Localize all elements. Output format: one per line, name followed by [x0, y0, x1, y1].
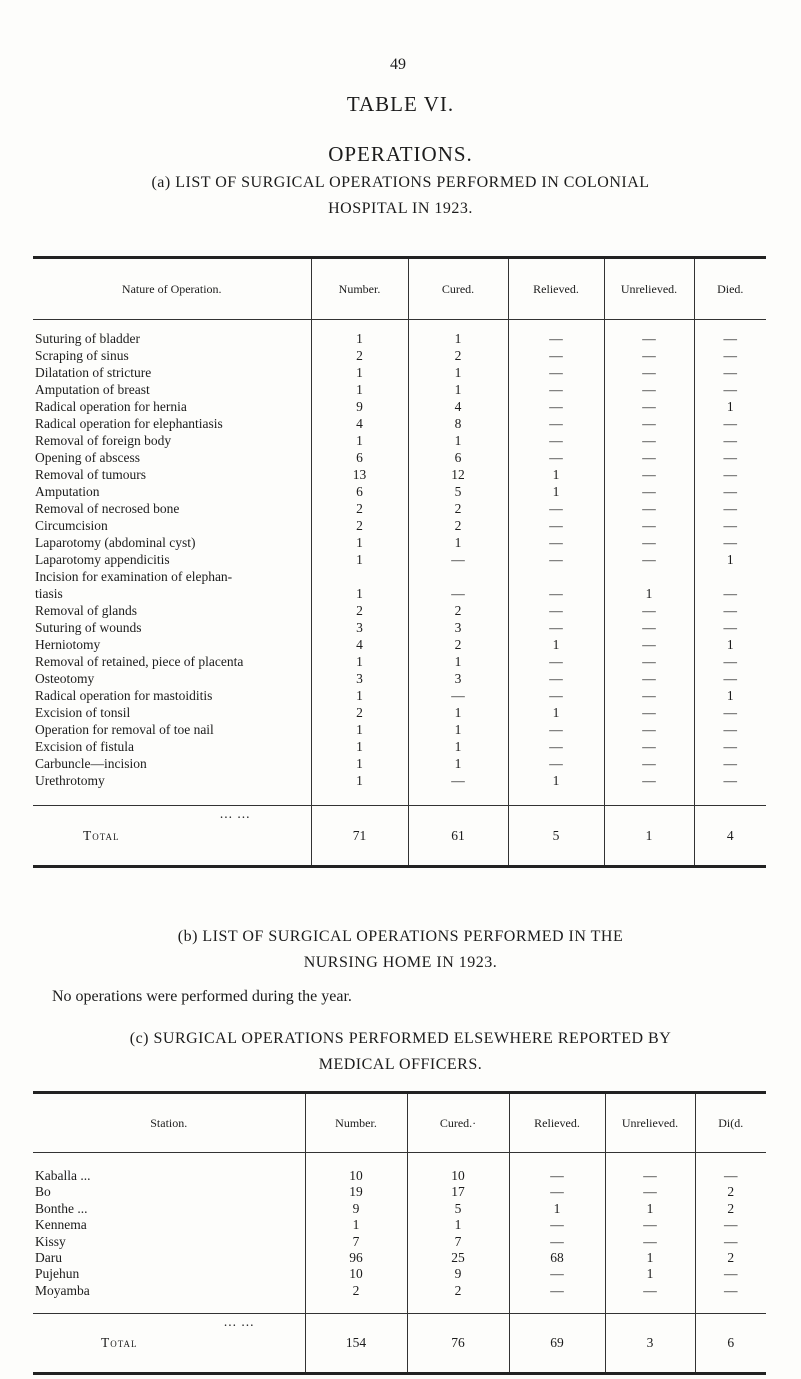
cell-number: 6 — [311, 483, 408, 500]
cell-number: 1 — [311, 755, 408, 772]
table-row — [33, 1184, 766, 1200]
cell-died: — — [695, 1266, 766, 1282]
cell-relieved: — — [509, 1168, 605, 1184]
cell-number: 1 — [311, 432, 408, 449]
cell-died: — — [694, 721, 766, 738]
row-label: Daru — [35, 1250, 62, 1266]
cell-relieved: — — [509, 1266, 605, 1282]
cell-cured — [408, 568, 508, 585]
table-header — [33, 1093, 766, 1153]
table-title: TABLE VI. — [346, 92, 455, 116]
row-label: Excision of tonsil — [35, 705, 131, 720]
cell-unrelieved: — — [604, 721, 694, 738]
cell-unrelieved: — — [605, 1168, 695, 1184]
cell-died: — — [694, 483, 766, 500]
cell-cured: 2 — [408, 347, 508, 364]
row-label: Kennema — [35, 1217, 87, 1233]
cell-relieved: — — [508, 619, 604, 636]
cell-unrelieved: — — [604, 653, 694, 670]
section-a-heading-cont: HOSPITAL IN 1923. — [328, 200, 473, 217]
section-c-heading-cont: MEDICAL OFFICERS. — [318, 1056, 483, 1073]
cell-died: — — [694, 449, 766, 466]
table-row — [33, 1266, 766, 1282]
cell-unrelieved: — — [604, 415, 694, 432]
cell-died: 1 — [694, 551, 766, 568]
cell-unrelieved: — — [604, 670, 694, 687]
table-row — [33, 670, 766, 687]
cell-unrelieved: — — [604, 619, 694, 636]
cell-died: — — [694, 534, 766, 551]
row-label: Removal of tumours — [35, 467, 146, 482]
cell-unrelieved: — — [604, 483, 694, 500]
total-cured: 76 — [407, 1314, 509, 1374]
cell-died: 2 — [695, 1184, 766, 1200]
table-row — [33, 483, 766, 500]
row-label: Bonthe ... — [35, 1200, 88, 1216]
col-header: Unrelieved. — [604, 258, 694, 320]
cell-died: 1 — [694, 398, 766, 415]
cell-cured: 1 — [408, 381, 508, 398]
total-died: 6 — [695, 1314, 766, 1374]
row-label: Radical operation for hernia — [35, 399, 187, 414]
row-label: Osteotomy — [35, 671, 95, 686]
col-header: Station. — [33, 1093, 305, 1153]
section-a-heading: (a) LIST OF SURGICAL OPERATIONS PERFORMED IN COLONIAL — [151, 174, 650, 191]
cell-unrelieved: — — [604, 772, 694, 789]
cell-number: 3 — [311, 619, 408, 636]
cell-relieved: — — [508, 687, 604, 704]
cell-number: 1 — [311, 687, 408, 704]
cell-relieved: — — [508, 602, 604, 619]
cell-died: — — [694, 432, 766, 449]
cell-died: — — [694, 466, 766, 483]
row-label: Removal of glands — [35, 603, 137, 618]
row-label: Suturing of bladder — [35, 331, 140, 346]
cell-relieved: — — [508, 398, 604, 415]
cell-cured: — — [408, 551, 508, 568]
row-label: Amputation of breast — [35, 382, 150, 397]
cell-unrelieved: — — [604, 687, 694, 704]
row-label: Urethrotomy — [35, 773, 105, 788]
table-row — [33, 1234, 766, 1250]
cell-cured: 4 — [408, 398, 508, 415]
cell-died: 1 — [694, 687, 766, 704]
cell-relieved: — — [508, 432, 604, 449]
cell-cured: — — [408, 585, 508, 602]
row-label: Laparotomy (abdominal cyst) — [35, 535, 196, 550]
cell-number: 3 — [311, 670, 408, 687]
cell-unrelieved: — — [604, 704, 694, 721]
table-row — [33, 330, 766, 347]
cell-cured: 3 — [408, 670, 508, 687]
cell-number: 1 — [305, 1217, 407, 1233]
cell-died: — — [694, 330, 766, 347]
cell-unrelieved: — — [604, 330, 694, 347]
total-unrelieved: 1 — [604, 806, 694, 867]
cell-cured: 12 — [408, 466, 508, 483]
row-label: Bo — [35, 1184, 51, 1200]
table-row — [33, 568, 766, 585]
cell-died: — — [695, 1234, 766, 1250]
cell-number: 2 — [305, 1283, 407, 1299]
cell-unrelieved — [604, 568, 694, 585]
cell-died: — — [694, 517, 766, 534]
col-header: Number. — [305, 1093, 407, 1153]
total-row: Total ... ... 71 61 5 1 4 — [33, 806, 766, 867]
cell-unrelieved: — — [604, 500, 694, 517]
cell-cured: 1 — [408, 721, 508, 738]
row-label: Opening of abscess — [35, 450, 140, 465]
col-header: Relieved. — [509, 1093, 605, 1153]
cell-relieved: — — [509, 1234, 605, 1250]
cell-died: — — [694, 381, 766, 398]
table-row — [33, 738, 766, 755]
cell-relieved: — — [508, 653, 604, 670]
table-row — [33, 636, 766, 653]
row-label: Circumcision — [35, 518, 108, 533]
cell-cured: 2 — [408, 517, 508, 534]
row-label: Pujehun — [35, 1266, 80, 1282]
cell-unrelieved: — — [604, 347, 694, 364]
hospital-operations-table — [33, 256, 766, 868]
cell-died: — — [694, 500, 766, 517]
cell-number: 7 — [305, 1234, 407, 1250]
cell-died: — — [694, 738, 766, 755]
cell-number: 19 — [305, 1184, 407, 1200]
cell-number: 1 — [311, 738, 408, 755]
cell-relieved: — — [509, 1283, 605, 1299]
cell-died: — — [694, 772, 766, 789]
cell-number: 2 — [311, 602, 408, 619]
col-header: Relieved. — [508, 258, 604, 320]
cell-died: 1 — [694, 636, 766, 653]
row-label: Kissy — [35, 1233, 66, 1249]
cell-died: 2 — [695, 1201, 766, 1217]
table-row — [33, 364, 766, 381]
cell-cured: 2 — [407, 1283, 509, 1299]
row-label: Scraping of sinus — [35, 348, 129, 363]
cell-cured: — — [408, 772, 508, 789]
cell-unrelieved: — — [604, 636, 694, 653]
section-c-heading: (c) SURGICAL OPERATIONS PERFORMED ELSEWHERE REPORTED BY — [129, 1030, 672, 1047]
cell-unrelieved: — — [605, 1184, 695, 1200]
operations-title: OPERATIONS. — [328, 142, 473, 166]
cell-relieved: — — [508, 755, 604, 772]
cell-died: — — [694, 670, 766, 687]
cell-relieved: — — [508, 534, 604, 551]
cell-unrelieved: — — [605, 1234, 695, 1250]
row-label: Moyamba — [35, 1282, 90, 1298]
cell-died: — — [695, 1283, 766, 1299]
cell-number: 1 — [311, 721, 408, 738]
cell-died: — — [695, 1168, 766, 1184]
table-row — [33, 398, 766, 415]
cell-died — [694, 568, 766, 585]
cell-cured: 5 — [408, 483, 508, 500]
total-cured: 61 — [408, 806, 508, 867]
cell-unrelieved: — — [604, 449, 694, 466]
cell-relieved: 1 — [508, 483, 604, 500]
cell-cured: 1 — [408, 330, 508, 347]
cell-relieved: — — [508, 347, 604, 364]
cell-number: 2 — [311, 347, 408, 364]
cell-relieved: — — [508, 381, 604, 398]
row-label: Excision of fistula — [35, 739, 134, 754]
cell-cured: 2 — [408, 602, 508, 619]
total-row: Total ... ... 154 76 69 3 6 — [33, 1314, 766, 1374]
cell-cured: 1 — [407, 1217, 509, 1233]
section-b-heading-cont: NURSING HOME IN 1923. — [303, 954, 498, 971]
cell-unrelieved: — — [605, 1283, 695, 1299]
table-row — [33, 432, 766, 449]
table-row — [33, 653, 766, 670]
table-row — [33, 415, 766, 432]
cell-relieved: — — [508, 517, 604, 534]
cell-number: 1 — [311, 534, 408, 551]
total-relieved: 5 — [508, 806, 604, 867]
cell-relieved: — — [508, 738, 604, 755]
cell-number: 9 — [311, 398, 408, 415]
cell-died: — — [694, 704, 766, 721]
cell-died: — — [694, 347, 766, 364]
cell-cured: 2 — [408, 500, 508, 517]
cell-unrelieved: — — [604, 551, 694, 568]
cell-unrelieved: 1 — [605, 1201, 695, 1217]
row-label: Operation for removal of toe nail — [35, 722, 214, 737]
cell-relieved: — — [508, 721, 604, 738]
cell-number: 1 — [311, 381, 408, 398]
table-row — [33, 381, 766, 398]
row-label: Incision for examination of elephan- — [35, 569, 233, 584]
cell-relieved: 1 — [508, 704, 604, 721]
table-row — [33, 551, 766, 568]
table-row — [33, 585, 766, 602]
cell-cured: 1 — [408, 364, 508, 381]
cell-unrelieved: — — [605, 1217, 695, 1233]
cell-relieved: — — [508, 551, 604, 568]
cell-number: 9 — [305, 1201, 407, 1217]
table-row — [33, 704, 766, 721]
col-header: Died. — [694, 258, 766, 320]
table-header — [33, 258, 766, 320]
row-label: Carbuncle—incision — [35, 756, 147, 771]
cell-relieved: — — [508, 415, 604, 432]
cell-died: — — [694, 415, 766, 432]
col-header: Nature of Operation. — [33, 258, 311, 320]
col-header: Number. — [311, 258, 408, 320]
row-label: Dilatation of stricture — [35, 365, 152, 380]
cell-number: 10 — [305, 1266, 407, 1282]
cell-number: 1 — [311, 364, 408, 381]
row-label: Removal of foreign body — [35, 433, 172, 448]
cell-unrelieved: — — [604, 602, 694, 619]
table-row — [33, 1283, 766, 1299]
cell-relieved: — — [508, 500, 604, 517]
table-row — [33, 1201, 766, 1217]
row-label: Radical operation for mastoiditis — [35, 688, 213, 703]
cell-cured: 1 — [408, 653, 508, 670]
cell-cured: 1 — [408, 738, 508, 755]
total-unrelieved: 3 — [605, 1314, 695, 1374]
cell-relieved: — — [508, 670, 604, 687]
cell-relieved: — — [509, 1217, 605, 1233]
table-row — [33, 619, 766, 636]
cell-unrelieved: — — [604, 364, 694, 381]
elsewhere-operations-table — [33, 1091, 766, 1375]
cell-number: 1 — [311, 772, 408, 789]
cell-relieved: — — [508, 585, 604, 602]
cell-relieved: — — [508, 449, 604, 466]
cell-unrelieved: 1 — [604, 585, 694, 602]
cell-cured: 6 — [408, 449, 508, 466]
total-relieved: 69 — [509, 1314, 605, 1374]
cell-relieved: — — [509, 1184, 605, 1200]
cell-cured: 10 — [407, 1168, 509, 1184]
row-label: Amputation — [35, 484, 100, 499]
cell-relieved: — — [508, 330, 604, 347]
section-b-heading: (b) LIST OF SURGICAL OPERATIONS PERFORMED IN THE — [177, 928, 624, 945]
table-row — [33, 517, 766, 534]
cell-number — [311, 568, 408, 585]
cell-relieved — [508, 568, 604, 585]
cell-number: 2 — [311, 704, 408, 721]
cell-cured: 25 — [407, 1250, 509, 1266]
table-row — [33, 687, 766, 704]
cell-number: 1 — [311, 585, 408, 602]
col-header: Di(d. — [695, 1093, 766, 1153]
table-row — [33, 1217, 766, 1233]
cell-relieved: 1 — [508, 636, 604, 653]
total-died: 4 — [694, 806, 766, 867]
cell-cured: — — [408, 687, 508, 704]
cell-unrelieved: — — [604, 432, 694, 449]
cell-unrelieved: — — [604, 398, 694, 415]
cell-cured: 8 — [408, 415, 508, 432]
section-b-note: No operations were performed during the year. — [52, 988, 352, 1005]
cell-relieved: 1 — [508, 772, 604, 789]
cell-number: 2 — [311, 500, 408, 517]
cell-number: 1 — [311, 330, 408, 347]
cell-cured: 9 — [407, 1266, 509, 1282]
table-row — [33, 755, 766, 772]
table-row — [33, 347, 766, 364]
col-header: Cured. — [408, 258, 508, 320]
cell-unrelieved: — — [604, 738, 694, 755]
cell-cured: 3 — [408, 619, 508, 636]
cell-number: 10 — [305, 1168, 407, 1184]
cell-unrelieved: 1 — [605, 1266, 695, 1282]
cell-number: 4 — [311, 415, 408, 432]
cell-cured: 1 — [408, 432, 508, 449]
cell-cured: 1 — [408, 704, 508, 721]
cell-cured: 7 — [407, 1234, 509, 1250]
cell-cured: 17 — [407, 1184, 509, 1200]
cell-unrelieved: — — [604, 517, 694, 534]
cell-unrelieved: — — [604, 466, 694, 483]
cell-number: 1 — [311, 551, 408, 568]
cell-died: — — [694, 585, 766, 602]
table-row — [33, 466, 766, 483]
total-number: 71 — [311, 806, 408, 867]
cell-died: — — [694, 653, 766, 670]
row-label: tiasis — [35, 586, 63, 601]
row-label: Suturing of wounds — [35, 620, 142, 635]
total-label: Total — [83, 827, 120, 843]
cell-relieved: — — [508, 364, 604, 381]
table-row — [33, 721, 766, 738]
cell-died: — — [694, 602, 766, 619]
cell-died: — — [695, 1217, 766, 1233]
cell-unrelieved: 1 — [605, 1250, 695, 1266]
cell-unrelieved: — — [604, 534, 694, 551]
table-row — [33, 1168, 766, 1184]
row-label: Kaballa ... — [35, 1168, 91, 1183]
cell-cured: 1 — [408, 755, 508, 772]
cell-number: 4 — [311, 636, 408, 653]
table-row — [33, 1250, 766, 1266]
cell-unrelieved: — — [604, 755, 694, 772]
cell-relieved: 1 — [508, 466, 604, 483]
table-row — [33, 534, 766, 551]
cell-cured: 1 — [408, 534, 508, 551]
col-header: Unrelieved. — [605, 1093, 695, 1153]
cell-died: 2 — [695, 1250, 766, 1266]
cell-relieved: 68 — [509, 1250, 605, 1266]
cell-number: 6 — [311, 449, 408, 466]
table-row — [33, 500, 766, 517]
table-row — [33, 772, 766, 789]
cell-cured: 2 — [408, 636, 508, 653]
cell-relieved: 1 — [509, 1201, 605, 1217]
cell-cured: 5 — [407, 1201, 509, 1217]
row-label: Removal of necrosed bone — [35, 501, 180, 516]
table-row — [33, 602, 766, 619]
cell-died: — — [694, 364, 766, 381]
row-label: Removal of retained, piece of placenta — [35, 654, 244, 669]
cell-number: 2 — [311, 517, 408, 534]
cell-unrelieved: — — [604, 381, 694, 398]
page-number: 49 — [390, 56, 406, 73]
row-label: Radical operation for elephantiasis — [35, 416, 223, 431]
col-header: Cured.· — [407, 1093, 509, 1153]
total-label: Total — [101, 1335, 138, 1351]
cell-number: 1 — [311, 653, 408, 670]
cell-number: 13 — [311, 466, 408, 483]
cell-number: 96 — [305, 1250, 407, 1266]
total-number: 154 — [305, 1314, 407, 1374]
cell-died: — — [694, 755, 766, 772]
cell-died: — — [694, 619, 766, 636]
table-row — [33, 449, 766, 466]
row-label: Laparotomy appendicitis — [35, 552, 170, 567]
row-label: Herniotomy — [35, 637, 101, 652]
